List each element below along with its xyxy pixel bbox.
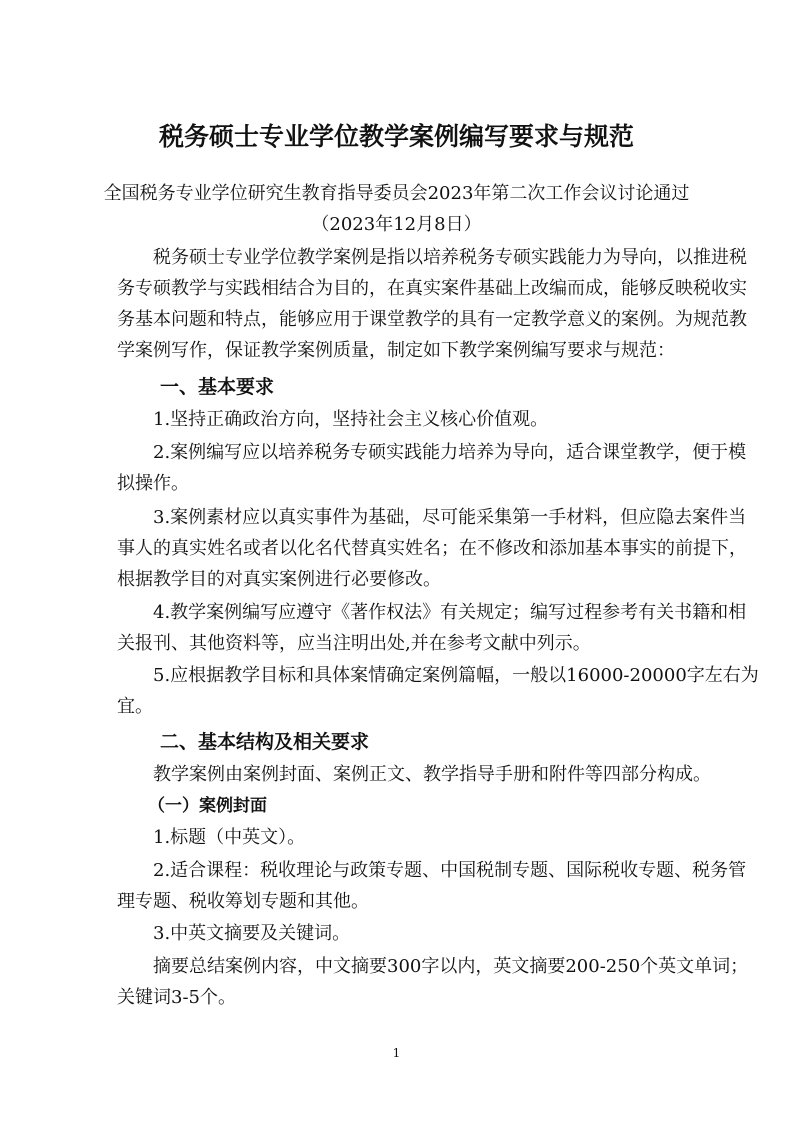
page-number: 1 (392, 1046, 401, 1060)
list-item: 3.案例素材应以真实事件为基础，尽可能采集第一手材料，但应隐去案件当 (153, 507, 747, 528)
text-line: 事人的真实姓名或者以化名代替真实姓名；在不修改和添加基本事实的前提下， (117, 538, 747, 559)
text-line: 根据教学目的对真实案例进行必要修改。 (117, 569, 441, 590)
text-line: 宜。 (117, 696, 153, 717)
text-line: 理专题、税收筹划专题和其他。 (117, 891, 369, 912)
text-line: 务专硕教学与实践相结合为目的，在真实案件基础上改编而成，能够反映税收实 (117, 278, 747, 299)
section-heading: 二、基本结构及相关要求 (160, 731, 370, 753)
document-date: （2023年12月8日） (311, 214, 482, 235)
document-title: 税务硕士专业学位教学案例编写要求与规范 (158, 122, 634, 151)
document-subtitle: 全国税务专业学位研究生教育指导委员会2023年第二次工作会议讨论通过 (103, 183, 690, 204)
list-item: 3.中英文摘要及关键词。 (153, 923, 351, 944)
text-line: 关键词3-5个。 (117, 987, 236, 1008)
sub-heading: （一）案例封面 (148, 796, 267, 816)
list-item: 2.案例编写应以培养税务专硕实践能力培养为导向，适合课堂教学，便于模 (153, 442, 747, 463)
list-item: 1.标题（中英文）。 (153, 827, 306, 848)
text-line: 务基本问题和特点，能够应用于课堂教学的具有一定教学意义的案例。为规范教 (117, 309, 747, 330)
paragraph: 教学案例由案例封面、案例正文、教学指导手册和附件等四部分构成。 (153, 764, 711, 785)
text-line: 学案例写作，保证教学案例质量，制定如下教学案例编写要求与规范： (117, 340, 675, 361)
section-heading: 一、基本要求 (160, 376, 275, 398)
text-line: 税务硕士专业学位教学案例是指以培养税务专硕实践能力为导向，以推进税 (153, 247, 747, 268)
list-item: 4.教学案例编写应遵守《著作权法》有关规定；编写过程参考有关书籍和相 (153, 602, 747, 623)
paragraph: 摘要总结案例内容，中文摘要300字以内，英文摘要200-250个英文单词； (153, 956, 749, 977)
list-item: 2.适合课程：税收理论与政策专题、中国税制专题、国际税收专题、税务管 (153, 860, 747, 881)
list-item: 1.坚持正确政治方向，坚持社会主义核心价值观。 (153, 409, 549, 430)
text-line: 拟操作。 (117, 473, 189, 494)
list-item: 5.应根据教学目标和具体案情确定案例篇幅，一般以16000-20000字左右为 (153, 665, 759, 686)
text-line: 关报刊、其他资料等，应当注明出处,并在参考文献中列示。 (117, 633, 591, 654)
